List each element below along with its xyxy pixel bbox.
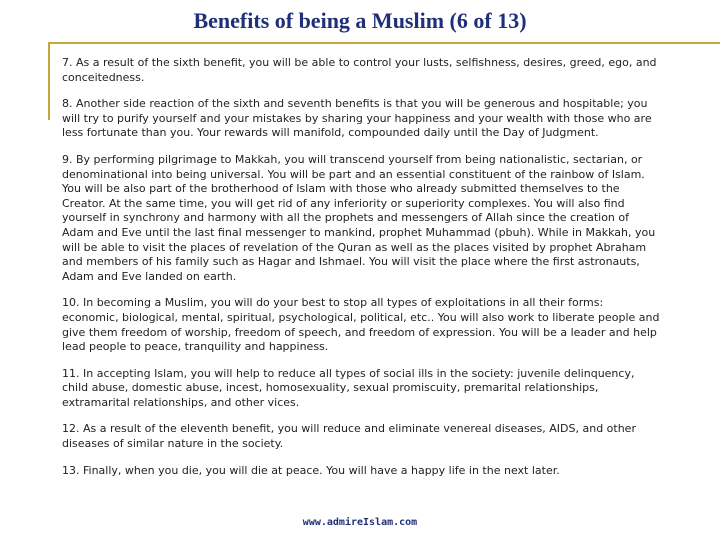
paragraph-benefit-11: 11. In accepting Islam, you will help to reduce all types of social ills in the society: juvenile delinquency, child abuse, domestic abuse, incest, homosexuality, sexual promiscuity, premarital relationships, extramarital relationships, and other vices. [62, 366, 635, 409]
paragraph-benefit-12: 12. As a result of the eleventh benefit, you will reduce and eliminate venereal diseases, AIDS, and other diseases of similar nature in the society. [62, 422, 636, 451]
paragraph-benefit-10: 10. In becoming a Muslim, you will do your best to stop all types of exploitations in all their forms: economic, biological, mental, spiritual, psychological, political, etc.. You will also work to liberate people and give them freedom of worship, freedom of speech, and freedom of expression. You will be a leader and help lead people to peace, tranquility and happiness. [62, 296, 660, 354]
paragraph-benefit-9: 9. By performing pilgrimage to Makkah, you will transcend yourself from being nationalistic, sectarian, or denominational into being universal. You will be part and an essential constituent of the rainbow of Islam. You will be also part of the brotherhood of Islam with those who already submitted themselves to the Creator. At the same time, you will get rid of any inferiority or superiority complexes. You will also find yourself in synchrony and harmony with all the prophets and messengers of Allah since the creation of Adam and Eve until the last final messenger to mankind, prophet Muhammad (pbuh). While in Makkah, you will be able to visit the places of revelation of the Quran as well as the places visited by prophet Abraham and members of his family such as Hagar and Ishmael. You will visit the place where the first astronauts, Adam and Eve landed on earth. [62, 152, 656, 283]
paragraph-benefit-8: 8. Another side reaction of the sixth and seventh benefits is that you will be generous and hospitable; you will try to purify yourself and your mistakes by sharing your happiness and your wealth with those who are less fortunate than you. Your rewards will manifold, compounded daily until the Day of Judgment. [62, 97, 652, 140]
top-rule [48, 42, 720, 44]
slide-title: Benefits of being a Muslim (6 of 13) [193, 8, 527, 33]
paragraph-benefit-13: 13. Finally, when you die, you will die at peace. You will have a happy life in the next later. [62, 463, 560, 477]
slide-body [62, 56, 662, 490]
left-rule [48, 42, 50, 120]
footer-url: www.admireIslam.com [302, 517, 418, 528]
paragraph-benefit-7: 7. As a result of the sixth benefit, you will be able to control your lusts, selfishness, desires, greed, ego, and conceitedness. [62, 56, 657, 84]
